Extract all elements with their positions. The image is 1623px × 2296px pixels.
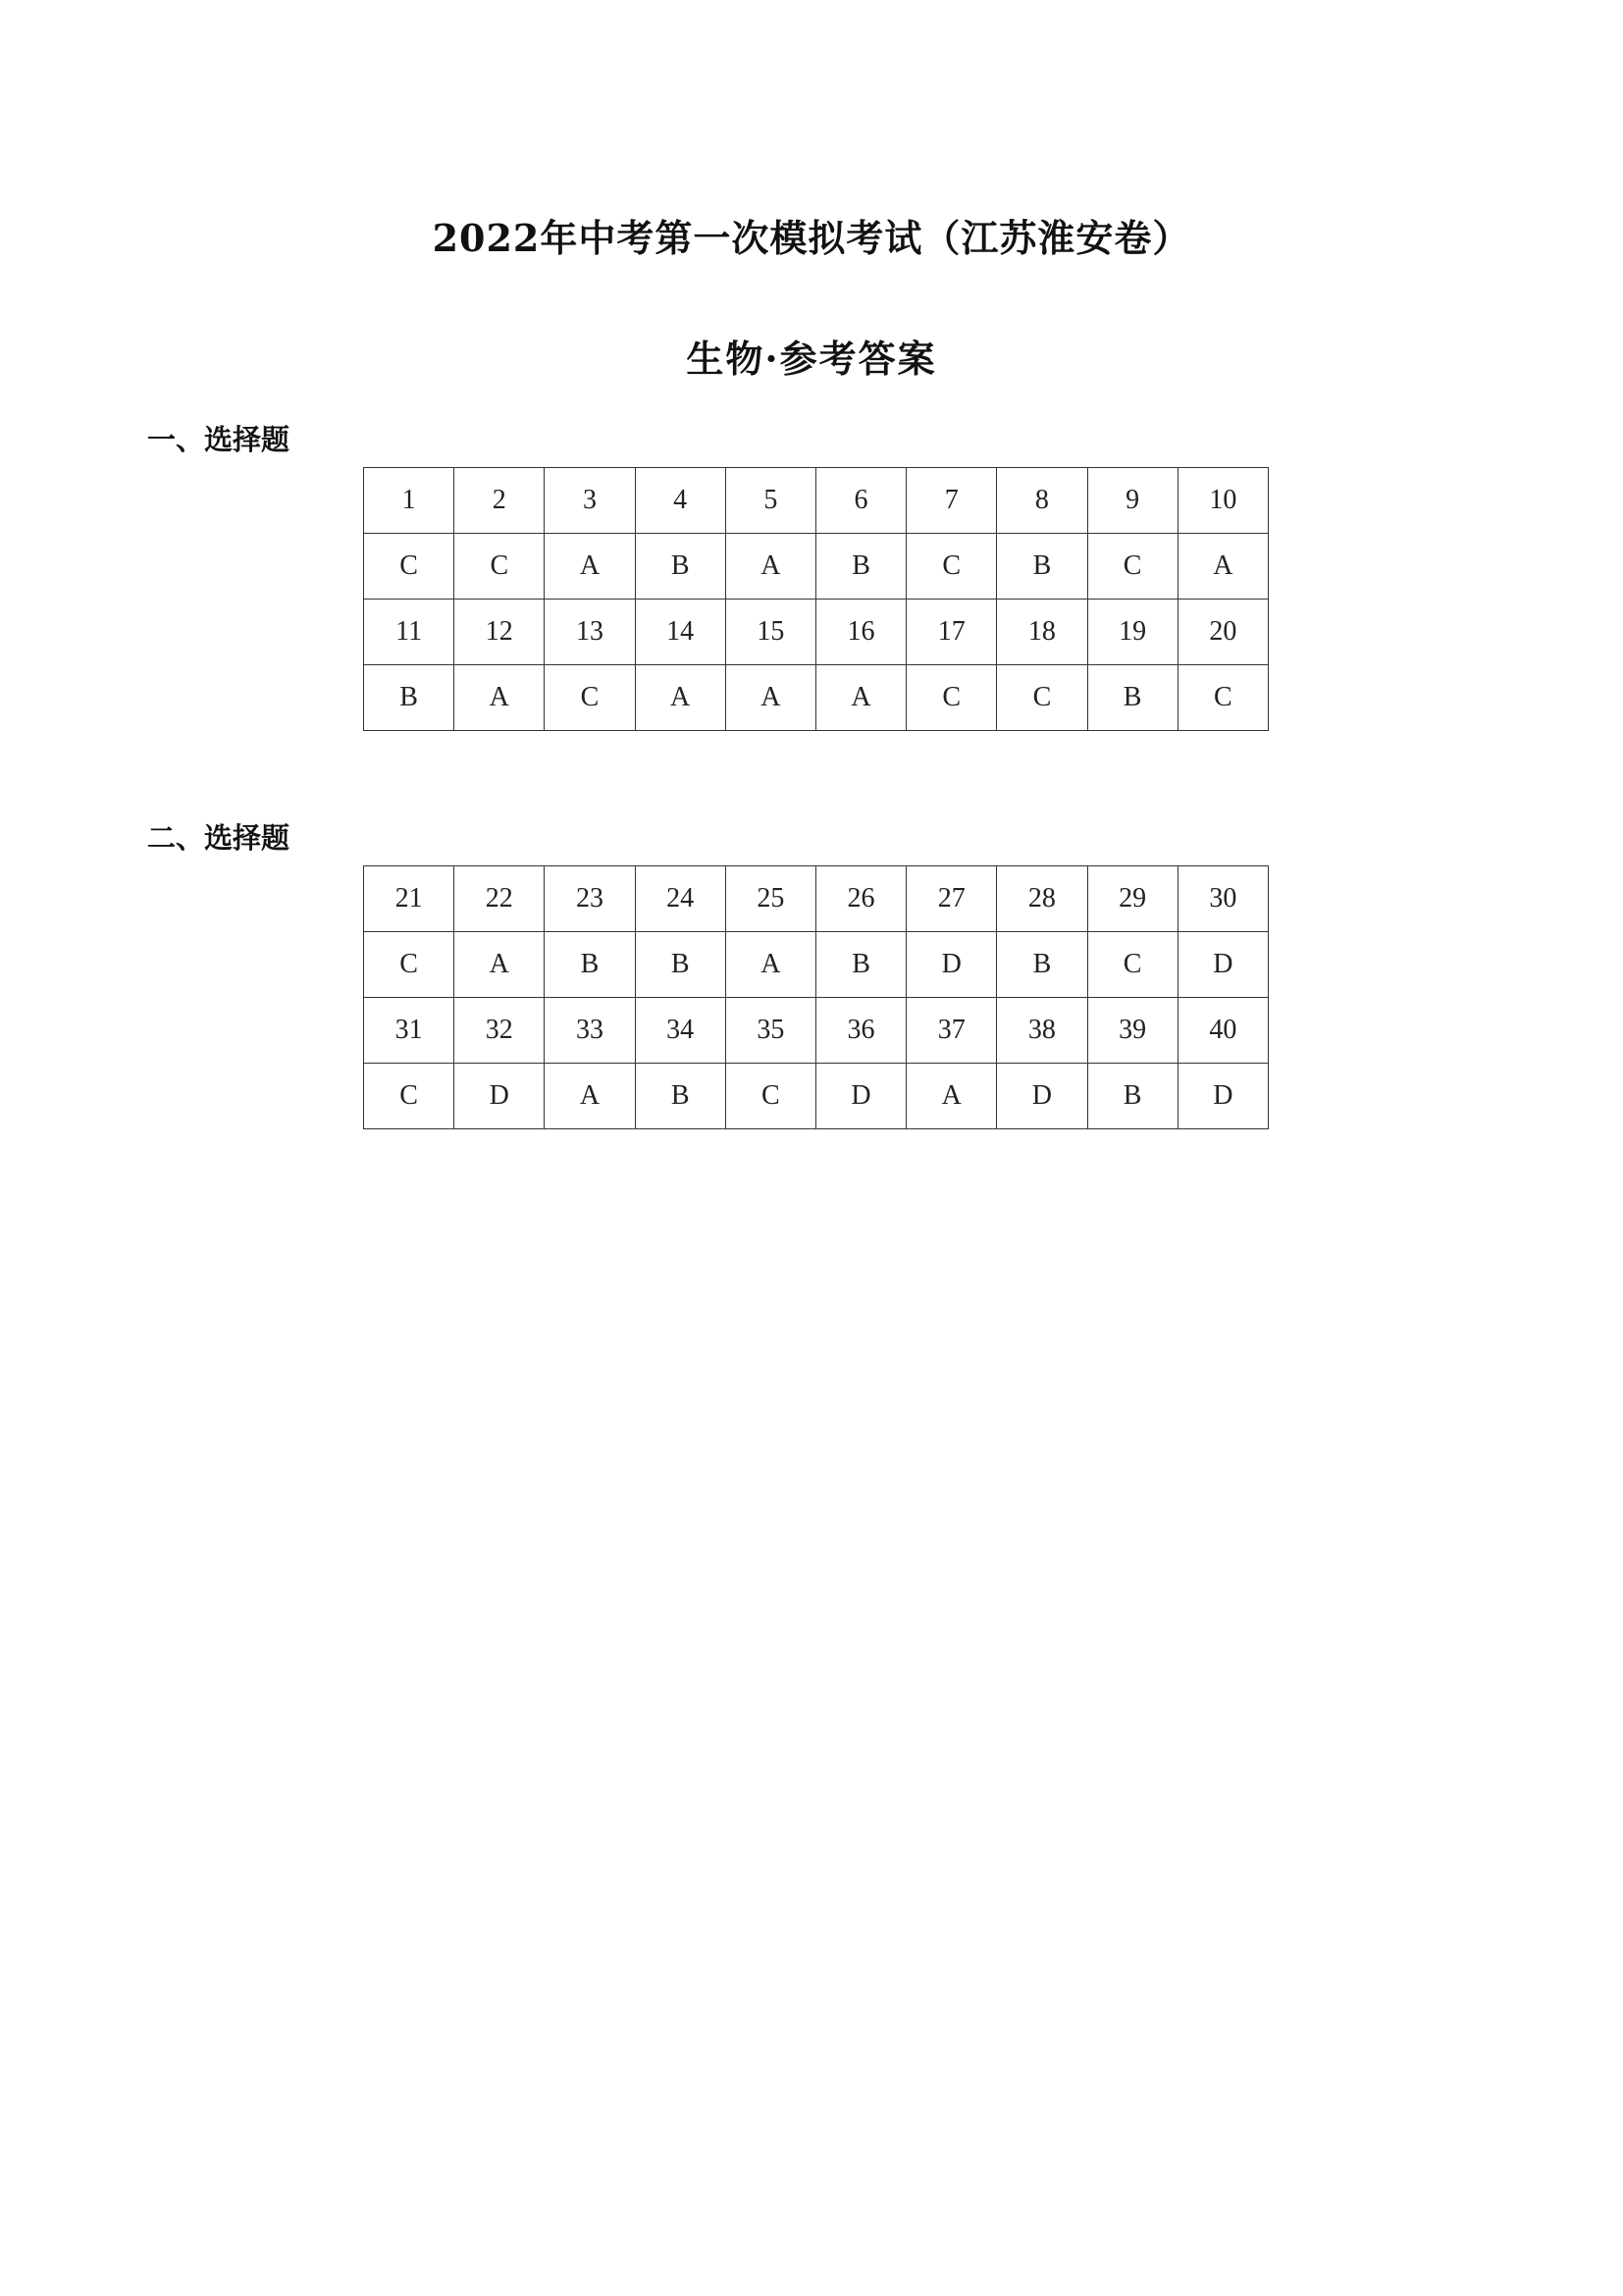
question-number: 6 <box>815 468 906 534</box>
question-number: 27 <box>907 866 997 932</box>
question-number: 40 <box>1178 998 1268 1064</box>
answer-letter: B <box>635 1064 725 1129</box>
question-number-row <box>364 998 1269 1064</box>
question-number: 31 <box>364 998 454 1064</box>
answer-letter: C <box>364 932 454 998</box>
answer-letter: D <box>815 1064 906 1129</box>
answer-letter: D <box>1178 1064 1268 1129</box>
question-number: 9 <box>1087 468 1178 534</box>
question-number: 38 <box>997 998 1087 1064</box>
document-title: 2022年中考第一次模拟考试（江苏淮安卷） <box>432 216 1191 260</box>
answer-table-1 <box>363 467 1269 731</box>
question-number: 23 <box>545 866 635 932</box>
answer-letter: B <box>635 932 725 998</box>
question-number: 36 <box>815 998 906 1064</box>
answer-letter: A <box>545 534 635 600</box>
question-number: 17 <box>907 600 997 665</box>
question-number: 29 <box>1087 866 1178 932</box>
answer-letter: C <box>545 665 635 731</box>
question-number: 4 <box>635 468 725 534</box>
document-subtitle: 生物·参考答案 <box>686 337 937 381</box>
answer-letter: D <box>454 1064 545 1129</box>
question-number: 25 <box>725 866 815 932</box>
question-number: 7 <box>907 468 997 534</box>
question-number-row <box>364 866 1269 932</box>
question-number: 20 <box>1178 600 1268 665</box>
answer-letter: A <box>635 665 725 731</box>
question-number: 32 <box>454 998 545 1064</box>
question-number: 26 <box>815 866 906 932</box>
answer-row <box>364 1064 1269 1129</box>
question-number-row <box>364 468 1269 534</box>
answer-letter: C <box>364 1064 454 1129</box>
question-number: 12 <box>454 600 545 665</box>
question-number: 1 <box>364 468 454 534</box>
question-number: 3 <box>545 468 635 534</box>
answer-letter: C <box>997 665 1087 731</box>
question-number: 16 <box>815 600 906 665</box>
question-number: 28 <box>997 866 1087 932</box>
question-number: 13 <box>545 600 635 665</box>
question-number: 21 <box>364 866 454 932</box>
question-number: 19 <box>1087 600 1178 665</box>
answer-letter: C <box>364 534 454 600</box>
question-number: 18 <box>997 600 1087 665</box>
question-number: 30 <box>1178 866 1268 932</box>
question-number: 10 <box>1178 468 1268 534</box>
question-number: 37 <box>907 998 997 1064</box>
question-number: 2 <box>454 468 545 534</box>
answer-letter: C <box>454 534 545 600</box>
question-number: 14 <box>635 600 725 665</box>
answer-letter: A <box>907 1064 997 1129</box>
question-number: 22 <box>454 866 545 932</box>
question-number: 5 <box>725 468 815 534</box>
answer-letter: B <box>815 932 906 998</box>
question-number: 34 <box>635 998 725 1064</box>
answer-letter: C <box>907 665 997 731</box>
question-number: 24 <box>635 866 725 932</box>
question-number: 35 <box>725 998 815 1064</box>
question-number-row <box>364 600 1269 665</box>
answer-letter: A <box>545 1064 635 1129</box>
answer-row <box>364 665 1269 731</box>
answer-letter: A <box>1178 534 1268 600</box>
answer-letter: B <box>545 932 635 998</box>
answer-letter: C <box>725 1064 815 1129</box>
section-heading-1: 一、选择题 <box>147 423 290 456</box>
answer-letter: B <box>364 665 454 731</box>
answer-letter: B <box>997 932 1087 998</box>
answer-letter: B <box>997 534 1087 600</box>
question-number: 15 <box>725 600 815 665</box>
answer-letter: A <box>725 534 815 600</box>
answer-letter: C <box>1087 932 1178 998</box>
section-heading-2: 二、选择题 <box>147 821 290 855</box>
answer-letter: A <box>815 665 906 731</box>
question-number: 11 <box>364 600 454 665</box>
answer-letter: D <box>907 932 997 998</box>
answer-letter: D <box>997 1064 1087 1129</box>
answer-letter: D <box>1178 932 1268 998</box>
answer-letter: B <box>1087 665 1178 731</box>
question-number: 8 <box>997 468 1087 534</box>
answer-letter: A <box>725 932 815 998</box>
question-number: 39 <box>1087 998 1178 1064</box>
answer-letter: A <box>725 665 815 731</box>
answer-letter: A <box>454 665 545 731</box>
answer-letter: C <box>907 534 997 600</box>
answer-table-2 <box>363 865 1269 1129</box>
question-number: 33 <box>545 998 635 1064</box>
answer-row <box>364 932 1269 998</box>
answer-letter: B <box>815 534 906 600</box>
answer-letter: C <box>1178 665 1268 731</box>
answer-letter: B <box>1087 1064 1178 1129</box>
answer-letter: A <box>454 932 545 998</box>
answer-letter: C <box>1087 534 1178 600</box>
answer-letter: B <box>635 534 725 600</box>
answer-row <box>364 534 1269 600</box>
